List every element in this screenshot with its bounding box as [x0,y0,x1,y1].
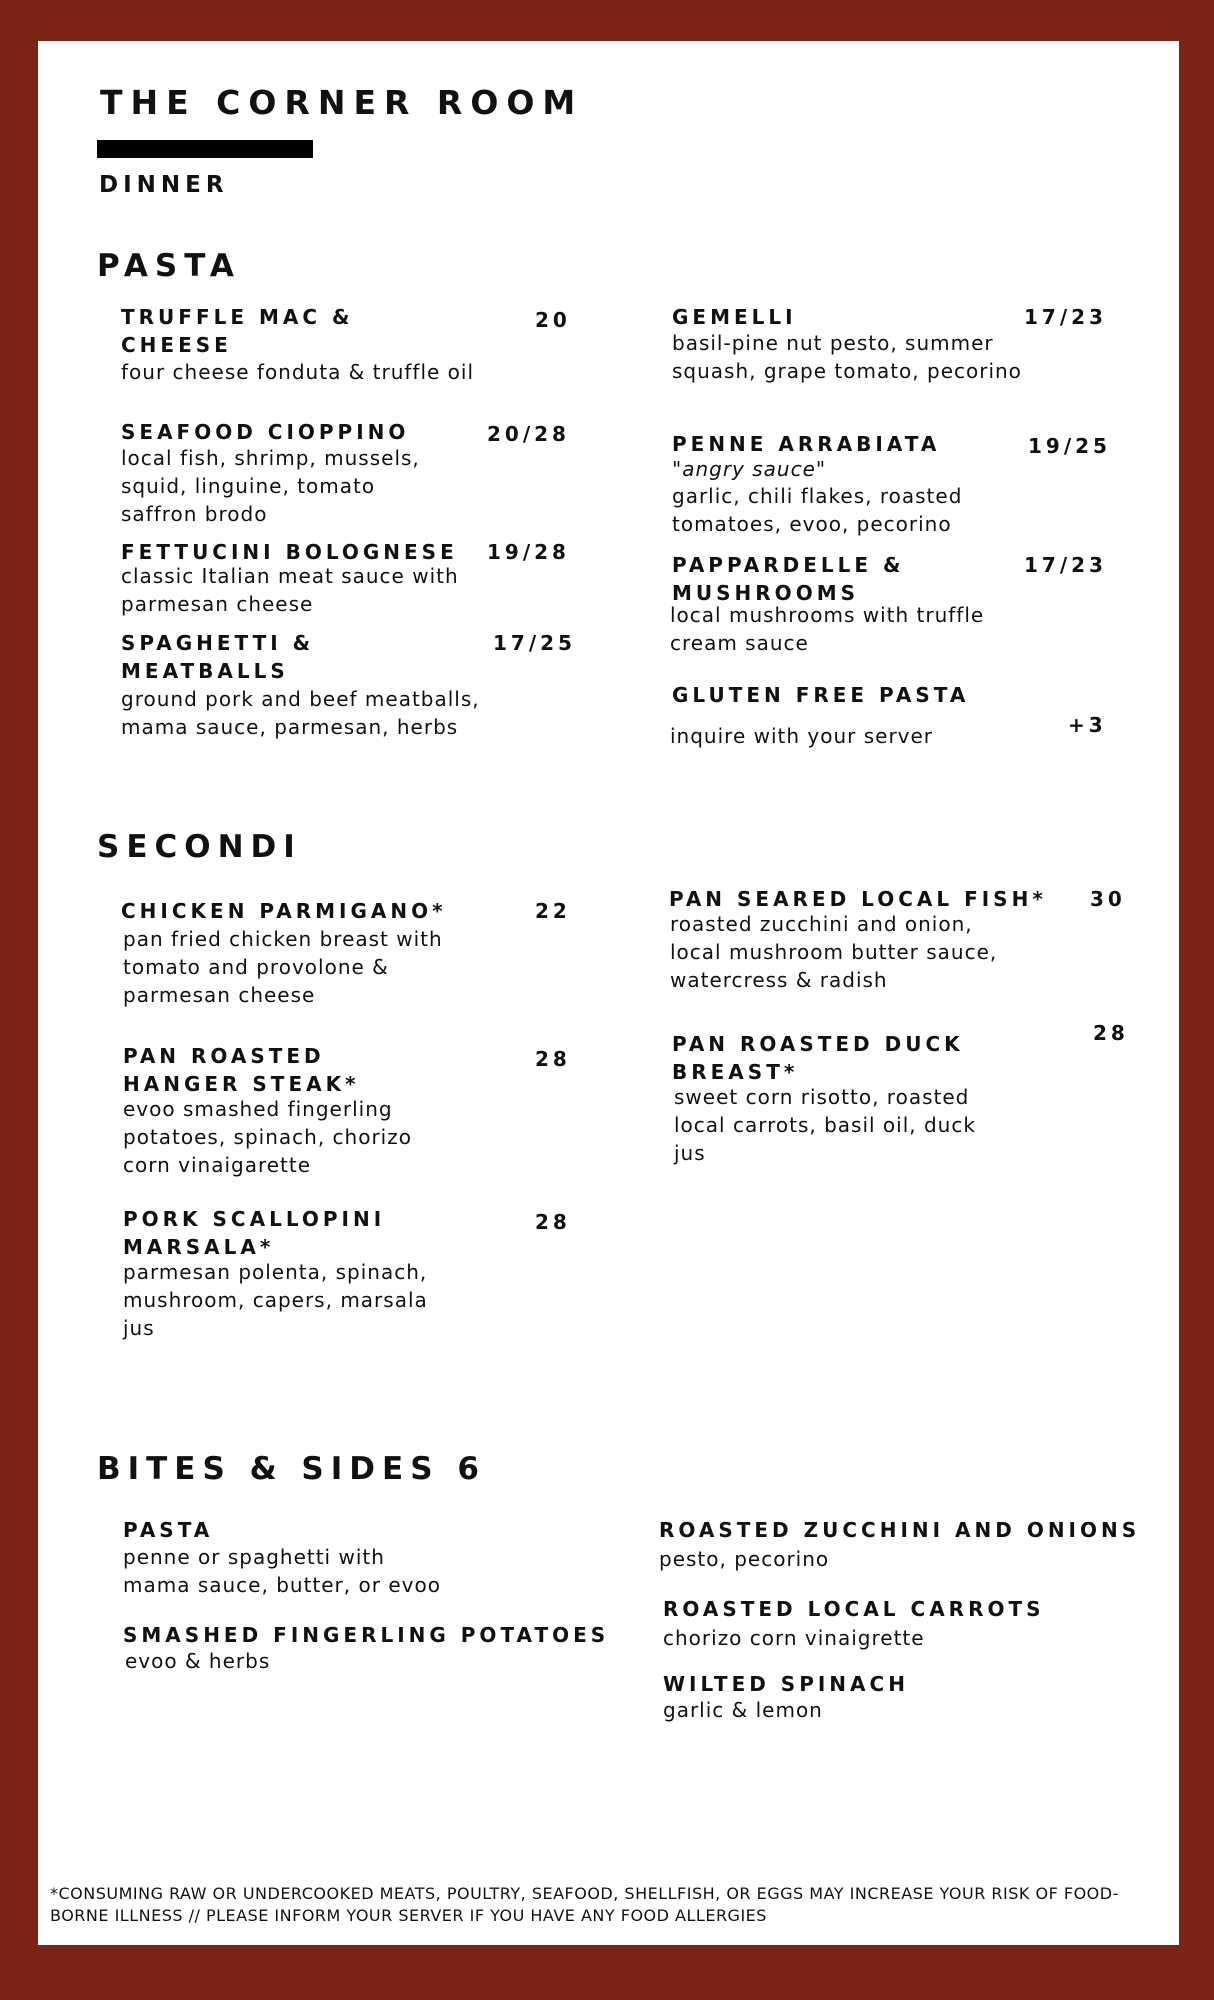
menu-item-description: parmesan polenta, spinach, mushroom, capers, marsala jus [123,1260,428,1340]
menu-item-name: GEMELLI [672,305,797,329]
menu-item-description: roasted zucchini and onion, local mushroom butter sauce, watercress & radish [670,912,998,992]
menu-item-price: 28 [1093,1021,1129,1045]
menu-item-name: PAN ROASTED HANGER STEAK* [123,1044,360,1096]
title-underline-bar [97,140,313,158]
menu-item-description: evoo & herbs [125,1649,271,1673]
menu-item-description: evoo smashed fingerling potatoes, spinach, chorizo corn vinaigarette [123,1097,412,1177]
menu-item-price: 19/28 [487,540,570,564]
menu-item-price: 17/23 [1024,305,1107,329]
menu-item-price: 30 [1090,887,1126,911]
menu-item-price: 28 [535,1047,571,1071]
section-heading-bites-sides: BITES & SIDES 6 [97,1451,486,1487]
menu-item-description: pesto, pecorino [659,1547,830,1571]
menu-item-description: classic Italian meat sauce with parmesan cheese [121,564,459,616]
restaurant-name: THE CORNER ROOM [100,83,584,122]
menu-item-description: sweet corn risotto, roasted local carrots, basil oil, duck jus [674,1085,976,1165]
menu-item-name: FETTUCINI BOLOGNESE [121,540,458,564]
menu-item-note: "angry sauce" [672,457,827,481]
menu-item-price: 22 [535,899,571,923]
menu-item-description: garlic, chili flakes, roasted tomatoes, evoo, pecorino [672,484,963,536]
menu-item-name: PENNE ARRABIATA [672,432,941,456]
menu-item-price: 28 [535,1210,571,1234]
menu-item-name: SEAFOOD CIOPPINO [121,420,410,444]
menu-item-price: 17/25 [493,631,576,655]
allergy-disclaimer: *CONSUMING RAW OR UNDERCOOKED MEATS, POULTRY, SEAFOOD, SHELLFISH, OR EGGS MAY INCREASE YOUR RISK OF FOOD- BORNE ILLNESS // PLEASE INFORM YOUR SERVER IF YOU HAVE ANY FOOD ALLERGIES [50,1884,1119,1925]
menu-item-name: GLUTEN FREE PASTA [672,683,970,707]
menu-item-name: TRUFFLE MAC & CHEESE [121,305,354,357]
menu-item-description: garlic & lemon [663,1698,823,1722]
menu-item-name: SPAGHETTI & MEATBALLS [121,631,315,683]
menu-item-description: inquire with your server [670,724,934,748]
menu-item-description: local mushrooms with truffle cream sauce [670,603,985,655]
menu-item-name: PAPPARDELLE & MUSHROOMS [672,553,905,605]
menu-item-price: 20 [535,308,571,332]
section-heading-secondi: SECONDI [97,829,302,865]
menu-item-name: PAN ROASTED DUCK BREAST* [672,1032,964,1084]
menu-item-description: penne or spaghetti with mama sauce, butter, or evoo [123,1545,441,1597]
menu-item-description: pan fried chicken breast with tomato and provolone & parmesan cheese [123,927,443,1007]
menu-item-name: SMASHED FINGERLING POTATOES [123,1623,610,1647]
menu-item-description: local fish, shrimp, mussels, squid, linguine, tomato saffron brodo [121,446,420,526]
menu-item-description: four cheese fonduta & truffle oil [121,360,475,384]
menu-item-name: PASTA [123,1518,214,1542]
menu-item-name: CHICKEN PARMIGANO* [121,899,447,923]
menu-item-description: ground pork and beef meatballs, mama sauce, parmesan, herbs [121,687,480,739]
menu-item-name: ROASTED ZUCCHINI AND ONIONS [659,1518,1141,1542]
menu-item-name: PAN SEARED LOCAL FISH* [669,887,1047,911]
menu-item-name: ROASTED LOCAL CARROTS [663,1597,1045,1621]
menu-type: DINNER [99,172,229,198]
menu-item-name: PORK SCALLOPINI MARSALA* [123,1207,386,1259]
section-heading-pasta: PASTA [97,248,241,284]
menu-item-description: basil-pine nut pesto, summer squash, grape tomato, pecorino [672,331,1022,383]
menu-item-name: WILTED SPINACH [663,1672,909,1696]
menu-item-price: 20/28 [487,422,570,446]
menu-item-price: 17/23 [1024,553,1107,577]
menu-item-price: 19/25 [1028,434,1111,458]
menu-item-description: chorizo corn vinaigrette [663,1626,925,1650]
menu-item-price: +3 [1068,713,1107,737]
